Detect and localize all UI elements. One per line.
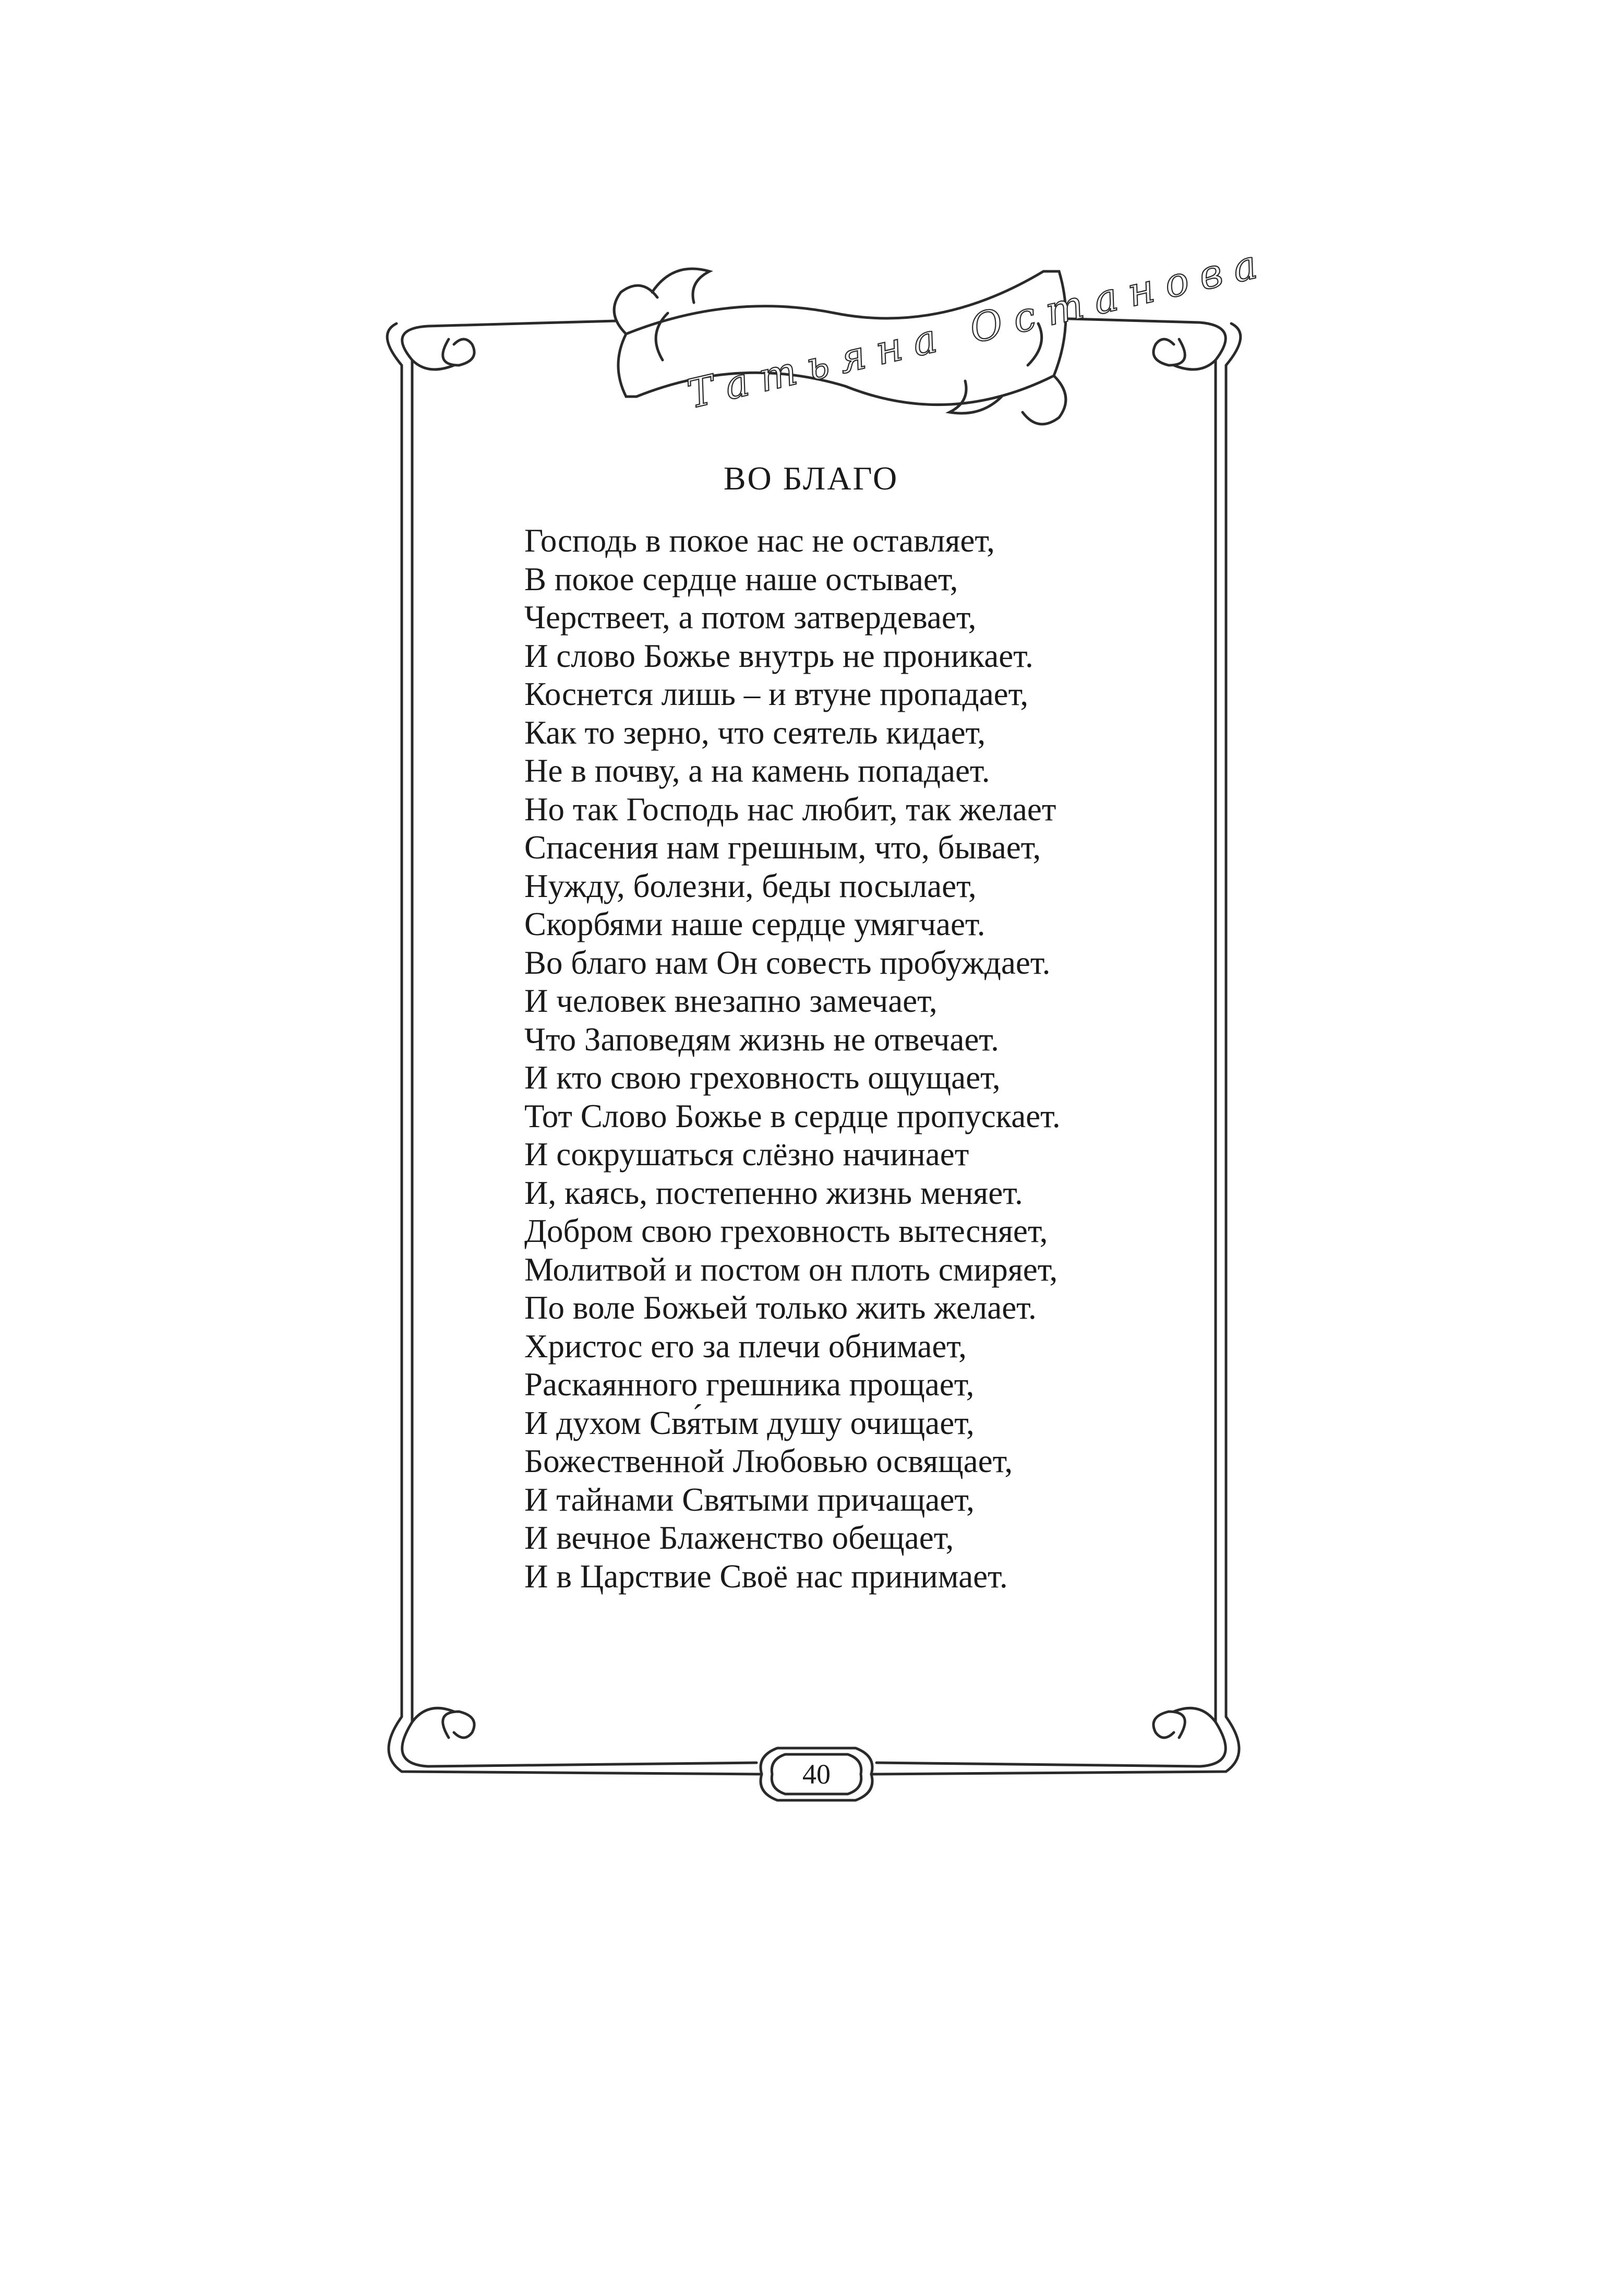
poem-line: Но так Господь нас любит, так желает — [524, 791, 1056, 828]
poem-line: Добром свою греховность вытесняет, — [524, 1213, 1048, 1249]
poem-line: Во благо нам Он совесть пробуждает. — [524, 944, 1051, 981]
poem-line: И тайнами Святыми причащает, — [524, 1481, 975, 1518]
poem-line: Тот Слово Божье в сердце пропускает. — [524, 1097, 1061, 1134]
poem-line: И слово Божье внутрь не проникает. — [524, 637, 1034, 674]
poem-line: Нужду, болезни, беды посылает, — [524, 867, 977, 904]
poem-line: По воле Божьей только жить желает. — [524, 1289, 1037, 1326]
poem-line: Коснется лишь – и втуне пропадает, — [524, 676, 1029, 712]
poem-line: Христос его за плечи обнимает, — [524, 1328, 967, 1365]
author-name-banner: Татьяна Останова — [683, 238, 1272, 417]
poem-line: И кто свою греховность ощущает, — [524, 1059, 1001, 1096]
poem-line: И человек внезапно замечает, — [524, 983, 938, 1019]
poem-line: Черствеет, а потом затвердевает, — [524, 599, 977, 636]
poem-line: В покое сердце наше остывает, — [524, 560, 958, 597]
poem-line: Молитвой и постом он плоть смиряет, — [524, 1251, 1058, 1288]
poem-line: И в Царствие Своё нас принимает. — [524, 1558, 1008, 1595]
poem-line: И вечное Блаженство обещает, — [524, 1520, 954, 1556]
poem-line: Господь в покое нас не оставляет, — [524, 522, 995, 559]
poem-line: Спасения нам грешным, что, бывает, — [524, 829, 1041, 866]
page-number: 40 — [802, 1759, 831, 1790]
poem-line: Что Заповедям жизнь не отвечает. — [524, 1021, 999, 1058]
poem-line: И духом Свя́тым душу очищает, — [524, 1404, 975, 1441]
poem-line: Божественной Любовью освящает, — [524, 1443, 1013, 1479]
poem-title: ВО БЛАГО — [723, 460, 899, 497]
poem-line: Не в почву, а на камень попадает. — [524, 752, 990, 789]
poem-body — [524, 522, 1061, 1596]
poem-line: И, каясь, постепенно жизнь меняет. — [524, 1174, 1023, 1211]
poem-line: И сокрушаться слёзно начинает — [524, 1136, 969, 1173]
poem-line: Раскаянного грешника прощает, — [524, 1366, 975, 1403]
poem-line: Как то зерно, что сеятель кидает, — [524, 714, 986, 751]
poem-line: Скорбями наше сердце умягчает. — [524, 906, 986, 942]
